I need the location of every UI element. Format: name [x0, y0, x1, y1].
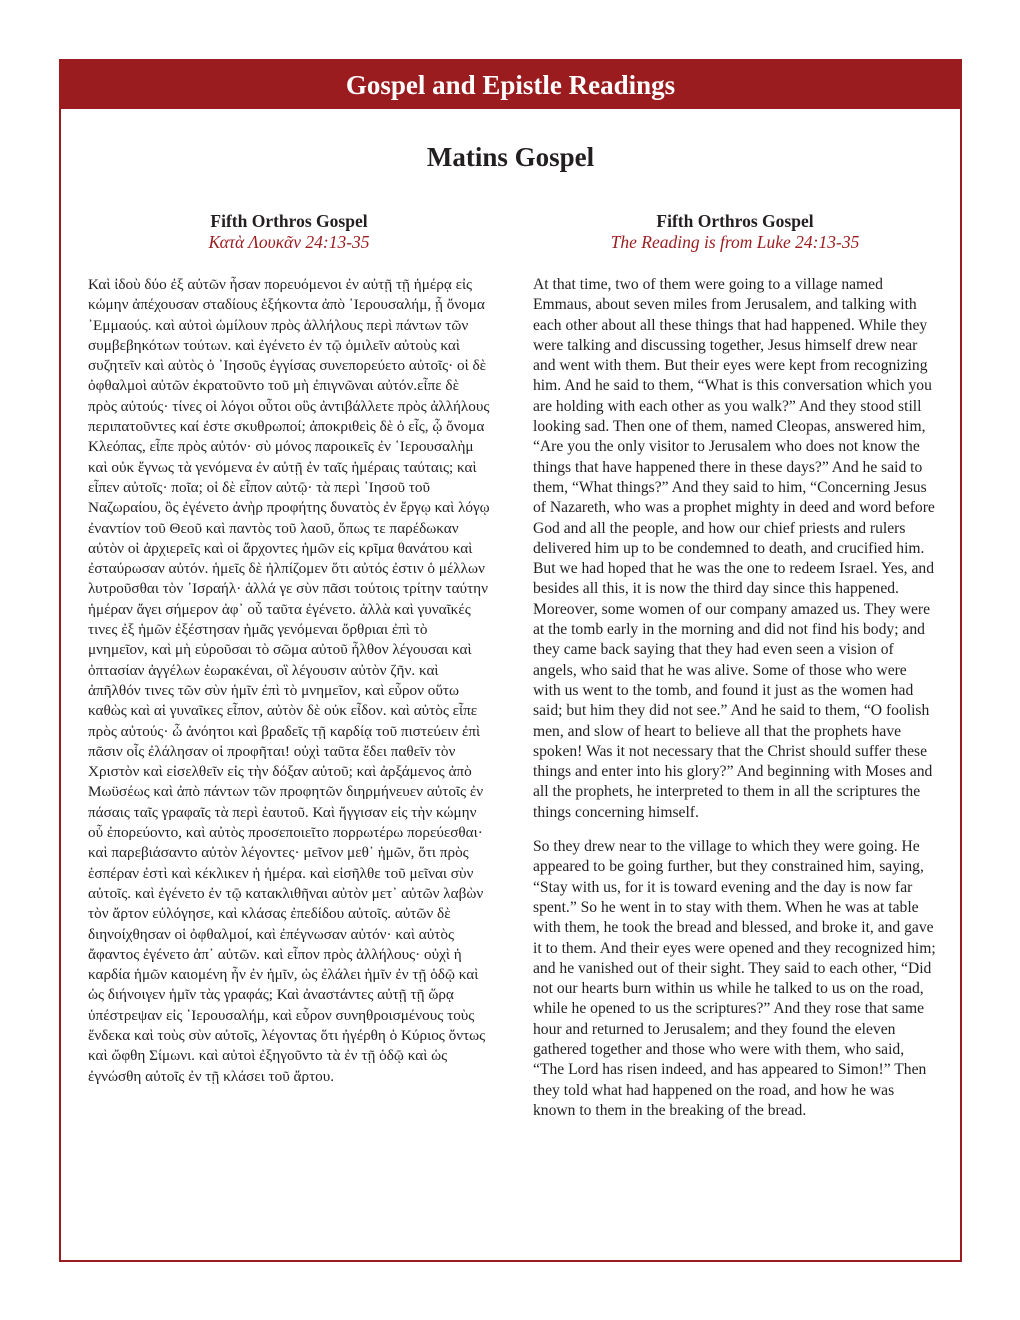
page-frame	[59, 59, 962, 1262]
page-banner: Gospel and Epistle Readings	[61, 61, 960, 109]
english-paragraph-1: At that time, two of them were going to a village named Emmaus, about seven miles from Jerusalem, and talking with each other about all these things that had happened. While they were talking and discussing together, Jesus himself drew near and went with them. But their eyes were kept from recognizing him. And he said to them, “What is this conversation which you are holding with each other as you walk?” And they stood still looking sad. Then one of them, named Cleopas, answered him, “Are you the only visitor to Jerusalem who does not know the things that have happened there in these days?” And he said to them, “What things?” And they said to him, “Concerning Jesus of Nazareth, who was a prophet mighty in deed and word before God and all the people, and how our chief priests and rulers delivered him up to be condemned to death, and crucified him. But we had hoped that he was the one to redeem Israel. Yes, and besides all this, it is now the third day since this happened. Moreover, some women of our company amazed us. They were at the tomb early in the morning and did not find his body; and they came back saying that they had even seen a vision of angels, who said that he was alive. Some of those who were with us went to the tomb, and found it just as the women had said; but him they did not see.” And he said to them, “O foolish men, and slow of heart to believe all that the prophets have spoken! Was it not necessary that the Christ should suffer these things and enter into his glory?” And beginning with Moses and all the prophets, he interpreted to them in all the scriptures the things concerning himself.	[533, 276, 935, 821]
greek-column	[88, 211, 490, 1087]
english-column	[533, 211, 937, 1121]
english-paragraph-2: So they drew near to the village to which they were going. He appeared to be going further, but they constrained him, saying, “Stay with us, for it is toward evening and the day is now far spent.” So he went in to stay with them. When he was at table with them, he took the bread and blessed, and broke it, and gave it to them. And their eyes were opened and they recognized him; and he vanished out of their sight. They said to each other, “Did not our hearts burn within us while he talked to us on the road, while he opened to us the scriptures?” And they rose that same hour and returned to Jerusalem; and they found the eleven gathered together and those who were with them, who said, “The Lord has risen indeed, and has appeared to Simon!” Then they told what had happened on the road, and how he was known to them in the breaking of the bread.	[533, 838, 936, 1119]
greek-heading: Fifth Orthros Gospel	[210, 211, 368, 231]
english-text	[533, 275, 937, 1121]
english-heading: Fifth Orthros Gospel	[656, 211, 814, 231]
section-title: Matins Gospel	[426, 142, 595, 172]
english-reference: The Reading is from Luke 24:13-35	[610, 232, 860, 252]
greek-text: Καὶ ἰδοὺ δύο ἐξ αὐτῶν ἦσαν πορευόμενοι ἐν αὐτῇ τῇ ἡμέρᾳ εἰς κώμην ἀπέχουσαν σταδίους ἑξήκοντα ἀπὸ ῾Ιερουσαλήμ, ᾗ ὄνομα ᾿Εμμαούς. καὶ αὐτοὶ ὡμίλουν πρὸς ἀλλήλους περὶ πάντων τῶν συμβεβηκότων τούτων. καὶ ἐγένετο ἐν τῷ ὁμιλεῖν αὐτοὺς καὶ συζητεῖν καὶ αὐτὸς ὁ ᾿Ιησοῦς ἐγγίσας συνεπορεύετο αὐτοῖς· οἱ δὲ ὀφθαλμοὶ αὐτῶν ἐκρατοῦντο τοῦ μὴ ἐπιγνῶναι αὐτόν.εἶπε δὲ πρὸς αὐτούς· τίνες οἱ λόγοι οὗτοι οὓς ἀντιβάλλετε πρὸς ἀλλήλους περιπατοῦντες καί ἐστε σκυθρωποί; ἀποκριθεὶς δὲ ὁ εἷς, ᾧ ὄνομα Κλεόπας, εἶπε πρὸς αὐτόν· σὺ μόνος παροικεῖς ἐν ῾Ιερουσαλὴμ καὶ οὐκ ἔγνως τὰ γενόμενα ἐν αὐτῇ ἐν ταῖς ἡμέραις ταύταις; καὶ εἶπεν αὐτοῖς· ποῖα; οἱ δὲ εἶπον αὐτῷ· τὰ περὶ ᾿Ιησοῦ τοῦ Ναζωραίου, ὃς ἐγένετο ἀνὴρ προφήτης δυνατὸς ἐν ἔργῳ καὶ λόγῳ ἐναντίον τοῦ Θεοῦ καὶ παντὸς τοῦ λαοῦ, ὅπως τε παρέδωκαν αὐτὸν οἱ ἀρχιερεῖς καὶ οἱ ἄρχοντες ἡμῶν εἰς κρῖμα θανάτου καὶ ἐσταύρωσαν αὐτόν. ἡμεῖς δὲ ἠλπίζομεν ὅτι αὐτός ἐστιν ὁ μέλλων λυτροῦσθαι τὸν ᾿Ισραήλ· ἀλλά γε σὺν πᾶσι τούτοις τρίτην ταύτην ἡμέραν ἄγει σήμερον ἀφ᾿ οὗ ταῦτα ἐγένετο. ἀλλὰ καὶ γυναῖκές τινες ἐξ ἡμῶν ἐξέστησαν ἡμᾶς γενόμεναι ὄρθριαι ἐπὶ τὸ μνημεῖον, καὶ μὴ εὑροῦσαι τὸ σῶμα αὐτοῦ ἦλθον λέγουσαι καὶ ὀπτασίαν ἀγγέλων ἑωρακέναι, οἳ λέγουσιν αὐτὸν ζῆν. καὶ ἀπῆλθόν τινες τῶν σὺν ἡμῖν ἐπὶ τὸ μνημεῖον, καὶ εὗρον οὕτω καθὼς καὶ αἱ γυναῖκες εἶπον, αὐτὸν δὲ οὐκ εἶδον. καὶ αὐτὸς εἶπε πρὸς αὐτούς· ὦ ἀνόητοι καὶ βραδεῖς τῇ καρδίᾳ τοῦ πιστεύειν ἐπὶ πᾶσιν οἷς ἐλάλησαν οἱ προφῆται! οὐχὶ ταῦτα ἔδει παθεῖν τὸν Χριστὸν καὶ εἰσελθεῖν εἰς τὴν δόξαν αὐτοῦ; καὶ ἀρξάμενος ἀπὸ Μωϋσέως καὶ ἀπὸ πάντων τῶν προφητῶν διηρμήνευεν αὐτοῖς ἐν πάσαις ταῖς γραφαῖς τὰ περὶ ἑαυτοῦ. Καὶ ἤγγισαν εἰς τὴν κώμην οὗ ἐπορεύοντο, καὶ αὐτὸς προσεποιεῖτο πορρωτέρω πορεύεσθαι· καὶ παρεβιάσαντο αὐτὸν λέγοντες· μεῖνον μεθ᾿ ἡμῶν, ὅτι πρὸς ἑσπέραν ἐστὶ καὶ κέκλικεν ἡ ἡμέρα. καὶ εἰσῆλθε τοῦ μεῖναι σὺν αὐτοῖς. καὶ ἐγένετο ἐν τῷ κατακλιθῆναι αὐτὸν μετ᾿ αὐτῶν λαβὼν τὸν ἄρτον εὐλόγησε, καὶ κλάσας ἐπεδίδου αὐτοῖς. αὐτῶν δὲ διηνοίχθησαν οἱ ὀφθαλμοί, καὶ ἐπέγνωσαν αὐτόν· καὶ αὐτὸς ἄφαντος ἐγένετο ἀπ᾿ αὐτῶν. καὶ εἶπον πρὸς ἀλλήλους· οὐχὶ ἡ καρδία ἡμῶν καιομένη ἦν ἐν ἡμῖν, ὡς ἐλάλει ἡμῖν ἐν τῇ ὁδῷ καὶ ὡς διήνοιγεν ἡμῖν τὰς γραφάς; Καὶ ἀναστάντες αὐτῇ τῇ ὥρᾳ ὑπέστρεψαν εἰς ῾Ιερουσαλήμ, καὶ εὗρον συνηθροισμένους τοὺς ἕνδεκα καὶ τοὺς σὺν αὐτοῖς, λέγοντας ὅτι ἠγέρθη ὁ Κύριος ὄντως καὶ ὤφθη Σίμωνι. καὶ αὐτοὶ ἐξηγοῦντο τὰ ἐν τῇ ὁδῷ καὶ ὡς ἐγνώσθη αὐτοῖς ἐν τῇ κλάσει τοῦ ἄρτου.	[88, 276, 490, 1085]
greek-reference: Κατὰ Λουκᾶν 24:13-35	[208, 232, 370, 252]
